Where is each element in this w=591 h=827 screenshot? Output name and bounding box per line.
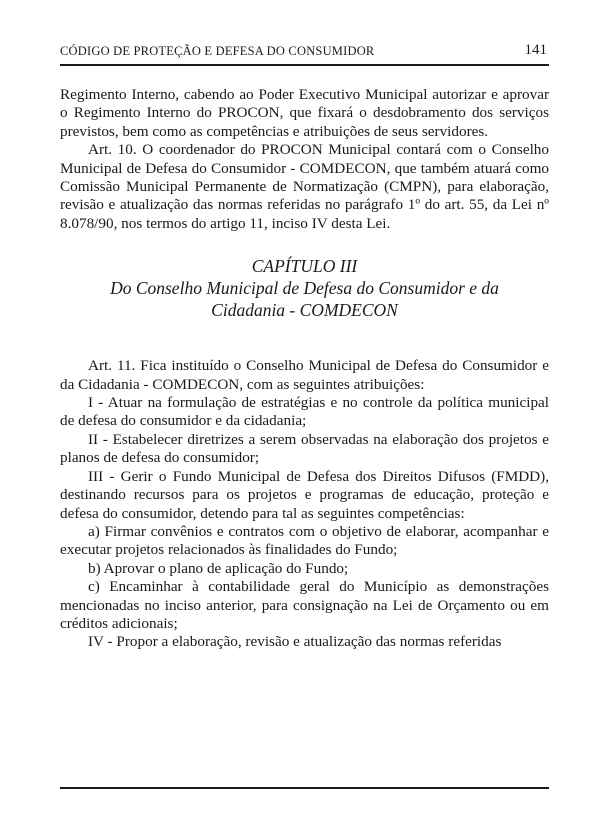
item-iii: III - Gerir o Fundo Municipal de Defesa dos Direitos Difusos (FMDD), destinando recursos para os projetos e programas de educação, proteção e defesa do consumidor, detendo para tal as seguintes competências:	[60, 467, 549, 522]
page-body	[60, 86, 549, 652]
page-number: 141	[524, 42, 547, 58]
paragraph-continuation: Regimento Interno, cabendo ao Poder Executivo Municipal autorizar e aprovar o Regimento Interno do PROCON, que fixará o desdobramento dos serviços previstos, bem como as competências e atribuições de seus servidores.	[60, 86, 549, 140]
chapter-spacer	[60, 321, 549, 357]
item-iv: IV - Propor a elaboração, revisão e atualização das normas referidas	[88, 633, 502, 651]
chapter-title-line-2: Cidadania - COMDECON	[211, 300, 398, 321]
running-title: CÓDIGO DE PROTEÇÃO E DEFESA DO CONSUMIDOR	[60, 44, 375, 58]
subitem-b: b) Aprovar o plano de aplicação do Fundo;	[88, 559, 349, 577]
paragraph-art-11: Art. 11. Fica instituído o Conselho Municipal de Defesa do Consumidor e da Cidadania - COMDECON, com as seguintes atribuições:	[60, 357, 549, 393]
chapter-number: CAPÍTULO III	[251, 256, 358, 277]
subitem-a: a) Firmar convênios e contratos com o objetivo de elaborar, acompanhar e executar projetos relacionados às finalidades do Fundo;	[60, 522, 549, 559]
chapter-title-line-1: Do Conselho Municipal de Defesa do Consumidor e da	[110, 278, 499, 299]
subitem-c: c) Encaminhar à contabilidade geral do Município as demonstrações mencionadas no inciso anterior, para consignação na Lei de Orçamento ou em créditos adicionais;	[60, 578, 549, 632]
page-header	[60, 42, 549, 66]
footer-rule	[60, 787, 549, 789]
item-ii: II - Estabelecer diretrizes a serem observadas na elaboração dos projetos e planos de defesa do consumidor;	[60, 430, 549, 467]
item-i: I - Atuar na formulação de estratégias e no controle da política municipal de defesa do consumidor e da cidadania;	[60, 394, 549, 430]
chapter-heading	[60, 255, 549, 321]
paragraph-art-10: Art. 10. O coordenador do PROCON Municipal contará com o Conselho Municipal de Defesa do Consumidor - COMDECON, que também atuará como Comissão Municipal Permanente de Normatização (CMPN), para elaboração, revisão e atualização das normas referidas no parágrafo 1º do art. 55, da Lei nº 8.078/90, nos termos do artigo 11, inciso IV desta Lei.	[60, 141, 549, 232]
